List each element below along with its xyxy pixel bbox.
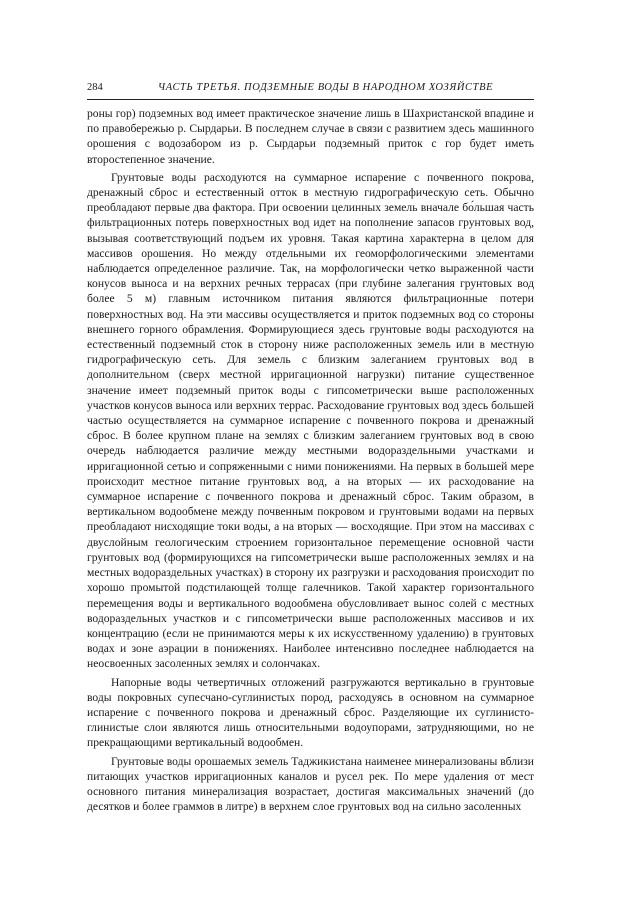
paragraph-pressure-waters: Напорные воды четвертичных отложений разгружаются вертикально в грунтовые воды покровных супесчано-суглинистых пород, расходуясь в основном на суммарное испарение с почвенного покрова и дренажный сброс. Разделяющие их суглинисто-глинистые слои являются лишь относительными водоупорами, затрудняющими, но не прекращающими вертикальный водообмен.: [87, 675, 534, 750]
body-text: [87, 106, 534, 814]
paragraph-groundwater-balance: Грунтовые воды расходуются на суммарное испарение с почвенного покрова, дренажный сброс и естественный отток в местную гидрографическую сеть. Обычно преобладают первые два фактора. При освоении целинных земель вначале бо́льшая часть фильтрационных потерь поверхностных вод идет на пополнение запасов грунтовых вод, вызывая соответствующий подъем их уровня. Такая картина характерна в целом для массивов орошения. Но между отдельными их геоморфологическими элементами наблюдается определенное различие. Так, на морфологически четко выраженной части конусов выноса и на верхних речных террасах (при глубине залегания грунтовых вод более 5 м) главным источником питания являются фильтрационные потери поверхностных вод. На эти массивы осуществляется и приток подземных вод со стороны внешнего горного обрамления. Формирующиеся здесь грунтовые воды расходуются на естественный подземный сток в сторону ниже расположенных земель или в местную гидрографическую сеть. Для земель с близким залеганием грунтовых вод в дополнительном (сверх местной ирригационной нагрузки) питание существенное значение имеет подземный приток воды с гипсометрически выше расположенных участков конусов выноса или верхних террас. Расходование грунтовых вод здесь большей частью осуществляется на суммарное испарение с почвенного покрова и дренажный сброс. В более крупном плане на землях с близким залеганием грунтовых вод в свою очередь наблюдается различие между местными водораздельными участками и ирригационной сетью и сопряженными с ними понижениями. На первых в большей мере происходит местное питание грунтовых вод, а на вторых — их расходование на суммарное испарение с почвенного покрова и дренажный сброс. Таким образом, в вертикальном водообмене между почвенным покровом и грунтовыми водами на первых преобладают нисходящие токи воды, а на вторых — восходящие. При этом на массивах с двуслойным геологическим строением горизонтальное перемещение основной части грунтовых вод (формирующихся на гипсометрически выше расположенных землях и на местных водораздельных участках) в сторону их разгрузки и расходования происходит по хорошо промытой подстилающей толще галечников. Такой характер горизонтального перемещения воды и вертикального водообмена обусловливает вынос солей с местных водораздельных участков и с гипсометрически выше расположенных массивов и их концентрацию (если не принимаются меры к их искусственному удалению) в грунтовых водах и зоне аэрации в понижениях. Наиболее интенсивно последнее наблюдается на неосвоенных засоленных землях и солончаках.: [87, 170, 534, 671]
paragraph-continuation: роны гор) подземных вод имеет практическое значение лишь в Шахристанской впадине и по правобережью р. Сырдарьи. В последнем случае в связи с развитием здесь машинного орошения с водозабором из р. Сырдарьи подземный приток с гор будет иметь второстепенное значение.: [87, 107, 534, 166]
running-header: [87, 80, 534, 96]
page-number: 284: [87, 82, 103, 93]
running-title: ЧАСТЬ ТРЕТЬЯ. ПОДЗЕМНЫЕ ВОДЫ В НАРОДНОМ ХОЗЯЙСТВЕ: [157, 82, 494, 93]
header-rule: [87, 99, 534, 100]
paragraph-mineralization: Грунтовые воды орошаемых земель Таджикистана наименее минерализованы вблизи питающих участков ирригационных каналов и русел рек. По мере удаления от мест основного питания минерализация возрастает, достигая максимальных значений (до десятков и более граммов в литре) в верхнем слое грунтовых вод на сильно засоленных: [87, 754, 534, 814]
